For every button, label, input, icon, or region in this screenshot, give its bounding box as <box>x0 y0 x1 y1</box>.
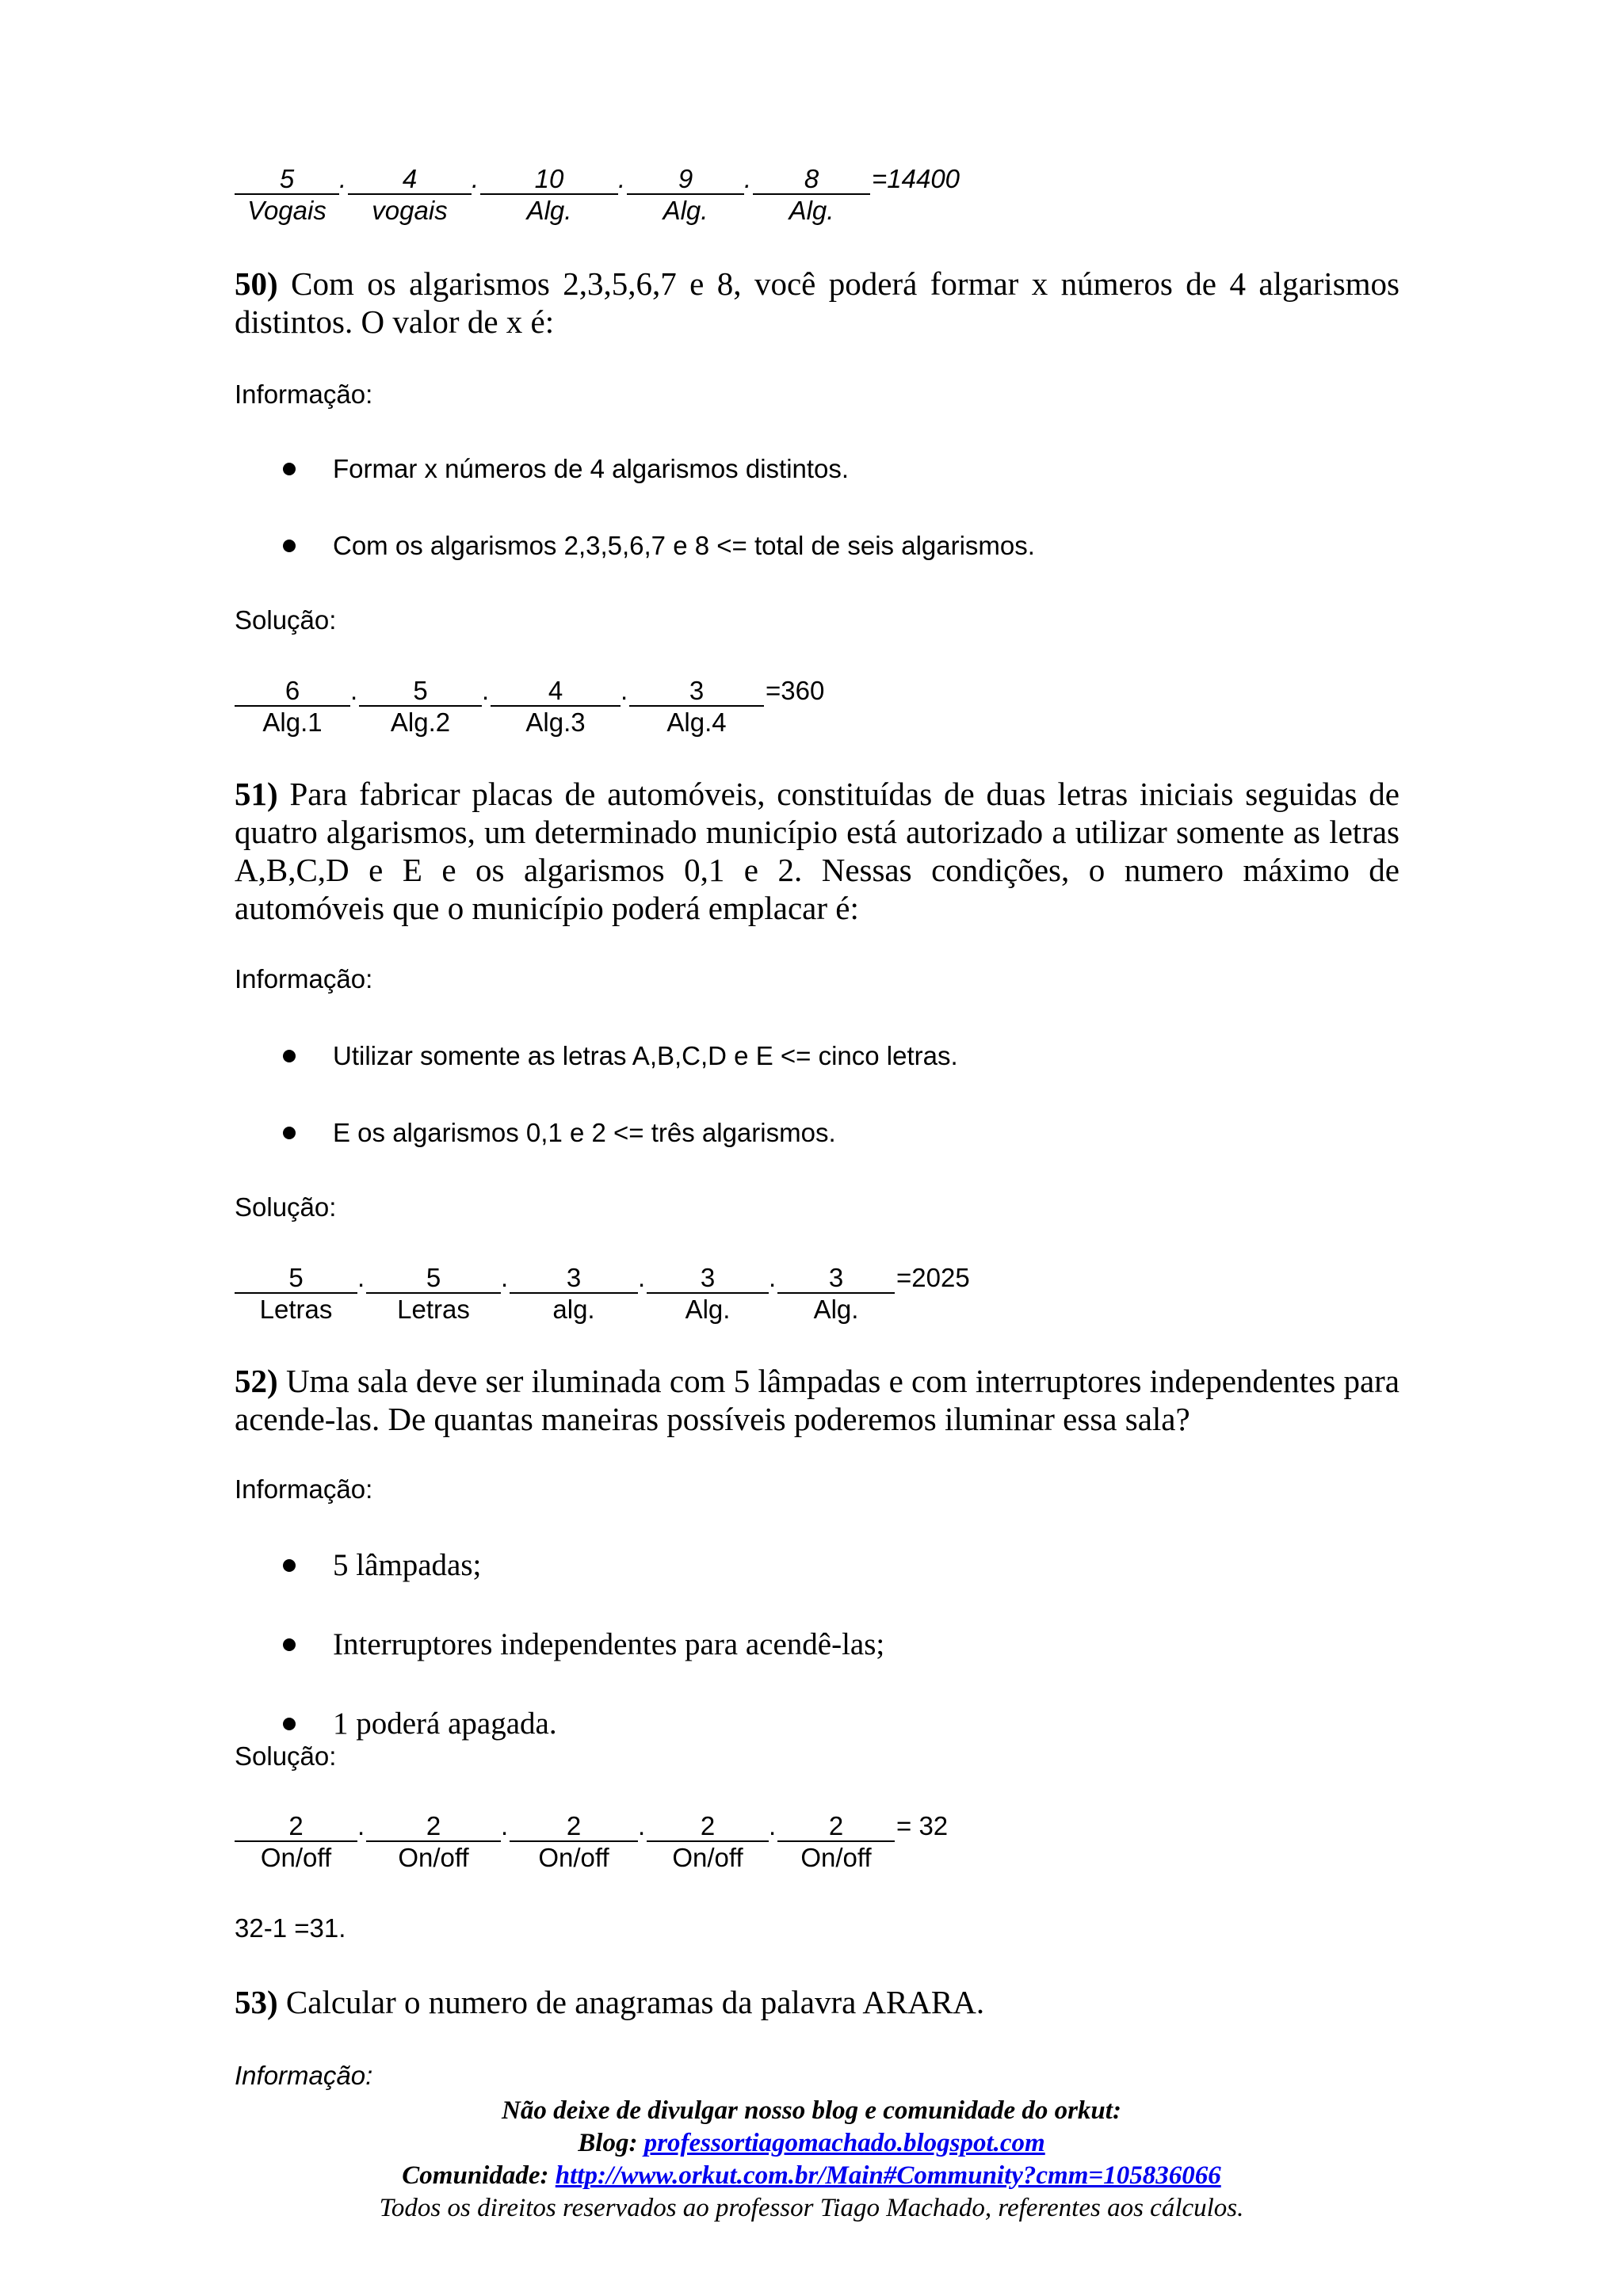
q51-solution-labels <box>235 1294 1027 1325</box>
blank-value: 9 <box>627 163 744 195</box>
dot: . <box>618 164 626 193</box>
question-51 <box>235 775 1400 927</box>
info-label: Informação: <box>235 379 373 409</box>
bullet-icon <box>283 1559 296 1572</box>
bullet-icon <box>283 463 296 475</box>
bullet-item: 1 poderá apagada. <box>333 1707 557 1741</box>
footer-community-label: Comunidade: <box>402 2161 549 2190</box>
blank-value: 8 <box>753 163 870 195</box>
extra-calculation: 32-1 =31. <box>235 1913 346 1943</box>
community-link[interactable]: http://www.orkut.com.br/Main#Community?cmm=105836066 <box>555 2161 1221 2190</box>
blank-label: On/off <box>800 1843 872 1872</box>
blank-label: Alg. <box>526 196 572 225</box>
blank-label: On/off <box>538 1843 609 1872</box>
footer-invite: Não deixe de divulgar nosso blog e comunidade do orkut: <box>502 2096 1121 2125</box>
footer-line-1 <box>0 2095 1623 2127</box>
solution-label: Solução: <box>235 605 337 635</box>
dot: . <box>769 1811 777 1840</box>
dot: . <box>744 164 752 193</box>
question-text: Com os algarismos 2,3,5,6,7 e 8, você poderá formar x números de 4 algarismos distintos. O valor de x é: <box>235 265 1400 340</box>
blank-label: Alg.3 <box>525 707 586 737</box>
blank-value: 3 <box>629 675 764 707</box>
info-label: Informação: <box>235 964 373 994</box>
blank-value: 4 <box>491 675 621 707</box>
blank-label: vogais <box>372 196 448 225</box>
row-result: = 32 <box>896 1811 949 1840</box>
blank-label: Alg. <box>789 196 834 225</box>
q52-solution-labels <box>235 1842 1027 1874</box>
question-50 <box>235 265 1400 341</box>
top-solution-labels <box>235 195 1027 227</box>
bullet-item: E os algarismos 0,1 e 2 <= três algarismos. <box>333 1118 836 1147</box>
dot: . <box>638 1811 646 1840</box>
blog-link[interactable]: professortiagomachado.blogspot.com <box>643 2129 1045 2157</box>
footer-blog-line <box>0 2127 1623 2160</box>
dot: . <box>357 1263 365 1292</box>
question-text: Calcular o numero de anagramas da palavra ARARA. <box>285 1984 985 2020</box>
q52-solution-row <box>235 1810 1027 1842</box>
question-text: Uma sala deve ser iluminada com 5 lâmpadas e com interruptores independentes para acende-las. De quantas maneiras possíveis poderemos iluminar essa sala? <box>235 1363 1400 1437</box>
dot: . <box>501 1811 509 1840</box>
footer-blog-label: Blog: <box>578 2129 638 2157</box>
row-result: =2025 <box>896 1263 970 1292</box>
solution-label: Solução: <box>235 1192 337 1222</box>
blank-value: 2 <box>777 1810 895 1842</box>
blank-label: Vogais <box>247 196 327 225</box>
blank-label: Alg.2 <box>390 707 451 737</box>
row-result: =14400 <box>872 164 960 193</box>
blank-value: 2 <box>510 1810 638 1842</box>
q51-solution-row <box>235 1262 1027 1294</box>
question-number: 51) <box>235 776 278 812</box>
bullet-icon <box>283 1050 296 1062</box>
bullet-item: Com os algarismos 2,3,5,6,7 e 8 <= total de seis algarismos. <box>333 531 1035 560</box>
blank-value: 5 <box>235 163 339 195</box>
blank-value: 5 <box>235 1262 357 1294</box>
blank-label: Alg.4 <box>666 707 727 737</box>
dot: . <box>482 676 490 705</box>
blank-label: Letras <box>259 1295 333 1324</box>
q50-solution-labels <box>235 707 1027 738</box>
footer-rights: Todos os direitos reservados ao professor Tiago Machado, referentes aos cálculos. <box>379 2194 1244 2222</box>
blank-value: 4 <box>348 163 472 195</box>
bullet-item: Interruptores independentes para acendê-las; <box>333 1627 885 1661</box>
q50-solution-row <box>235 675 1027 707</box>
bullet-icon <box>283 1718 296 1730</box>
bullet-item: 5 lâmpadas; <box>333 1548 482 1582</box>
blank-value: 2 <box>235 1810 357 1842</box>
question-text: Para fabricar placas de automóveis, constituídas de duas letras iniciais seguidas de quatro algarismos, um determinado município está autorizado a utilizar somente as letras A,B,C,D e E e os algarismos 0,1 e 2. Nessas condições, o numero máximo de automóveis que o município poderá emplacar é: <box>235 776 1400 926</box>
bullet-icon <box>283 1127 296 1139</box>
blank-label: Alg. <box>685 1295 731 1324</box>
blank-value: 2 <box>647 1810 769 1842</box>
blank-value: 5 <box>366 1262 501 1294</box>
bullet-icon <box>283 540 296 552</box>
question-number: 53) <box>235 1984 278 2020</box>
question-52 <box>235 1362 1400 1438</box>
blank-value: 5 <box>359 675 482 707</box>
blank-label: On/off <box>672 1843 743 1872</box>
dot: . <box>501 1263 509 1292</box>
blank-label: Alg.1 <box>262 707 323 737</box>
blank-value: 3 <box>510 1262 638 1294</box>
top-solution-row <box>235 163 1027 195</box>
blank-label: On/off <box>398 1843 469 1872</box>
question-53 <box>235 1983 1400 2021</box>
blank-value: 6 <box>235 675 350 707</box>
dot: . <box>357 1811 365 1840</box>
solution-label: Solução: <box>235 1741 337 1771</box>
blank-value: 3 <box>777 1262 895 1294</box>
dot: . <box>339 164 347 193</box>
blank-label: On/off <box>260 1843 332 1872</box>
row-result: =360 <box>766 676 825 705</box>
dot: . <box>638 1263 646 1292</box>
dot: . <box>350 676 358 705</box>
dot: . <box>472 164 479 193</box>
blank-label: Alg. <box>663 196 708 225</box>
blank-value: 10 <box>480 163 618 195</box>
footer-community-line <box>0 2160 1623 2192</box>
blank-label: Letras <box>397 1295 470 1324</box>
dot: . <box>769 1263 777 1292</box>
blank-label: Alg. <box>813 1295 859 1324</box>
blank-value: 3 <box>647 1262 769 1294</box>
bullet-icon <box>283 1638 296 1651</box>
info-label: Informação: <box>235 1474 373 1504</box>
info-label: Informação: <box>235 2061 373 2090</box>
blank-label: alg. <box>552 1295 595 1324</box>
question-number: 50) <box>235 265 278 302</box>
bullet-item: Utilizar somente as letras A,B,C,D e E <= cinco letras. <box>333 1041 958 1070</box>
dot: . <box>621 676 628 705</box>
blank-value: 2 <box>366 1810 501 1842</box>
question-number: 52) <box>235 1363 278 1399</box>
bullet-item: Formar x números de 4 algarismos distintos. <box>333 454 850 483</box>
